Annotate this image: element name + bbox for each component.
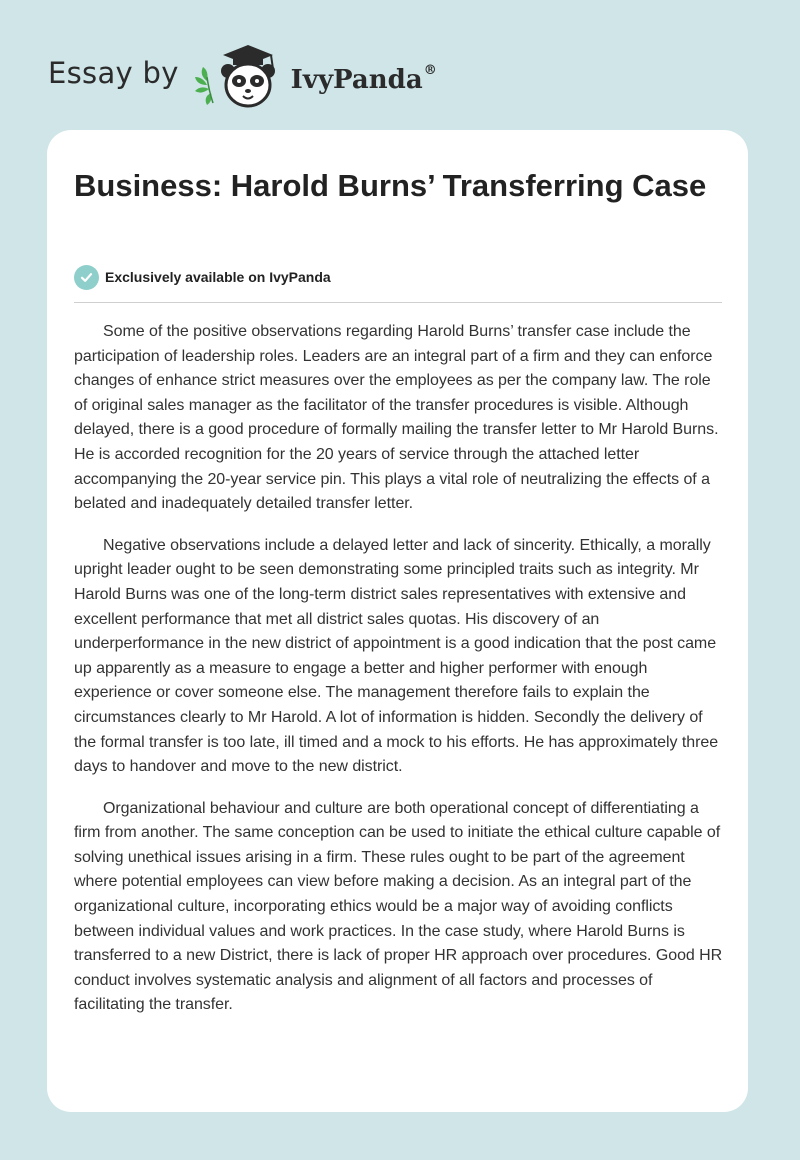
brand-text: IvyPanda [290,65,423,95]
exclusive-badge [74,264,331,290]
essay-title: Business: Harold Burns’ Transferring Case [74,168,707,203]
divider [74,302,722,303]
site-header [48,36,437,116]
paragraph: Organizational behaviour and culture are both operational concept of differentiating a firm from another. The same conception can be used to initiate the ethical culture capable of solving unethical issues arising in a firm. These rules ought to be part of the agreement where potential employees can view before making a decision. As an integral part of the organizational culture, incorporating ethics would be a major way of avoiding conflicts between individual values and work practices. In the case study, where Harold Burns is transferred to a new District, there is lack of proper HR approach over procedures. Good HR conduct involves systematic analysis and alignment of all factors and processes of facilitating the transfer. [74,799,723,1014]
paragraph: Some of the positive observations regarding Harold Burns’ transfer case include the participation of leadership roles. Leaders are an integral part of a firm and they can enforce changes of enhance strict measures over the employees as per the company law. The role of original sales manager as the facilitator of the transfer procedures is visible. Although delayed, there is a good procedure of formally mailing the transfer letter to Mr Harold Burns. He is accorded recognition for the 20 years of service through the attached letter accompanying the 20-year service pin. This plays a vital role of neutralizing the effects of a belated and inadequately detailed transfer letter. [74,323,719,513]
exclusive-badge-label: Exclusively available on IvyPanda [105,269,331,285]
essay-body [74,320,724,1035]
panda-graduate-icon[interactable] [193,41,285,111]
registered-mark: ® [423,63,437,78]
check-circle-icon [74,265,99,290]
essay-by-label: Essay by [48,56,179,90]
leaf-icon [195,67,213,105]
essay-card [47,130,748,1112]
paragraph: Negative observations include a delayed letter and lack of sincerity. Ethically, a morally upright leader ought to be seen demonstrating some principled traits such as integrity. Mr Harold Burns was one of the long-term district sales representatives with extensive and excellent performance that met all district sales quotas. His discovery of an underperformance in the new district of appointment is a good indication that the post came up apparently as a measure to engage a better and higher performer with enough experience or cover someone else. The management therefore fails to explain the circumstances clearly to Mr Harold. A lot of information is hidden. Secondly the delivery of the formal transfer is too late, ill timed and a mock to his efforts. He has approximately three days to handover and move to the new district. [74,536,719,776]
brand-name[interactable] [291,63,437,95]
